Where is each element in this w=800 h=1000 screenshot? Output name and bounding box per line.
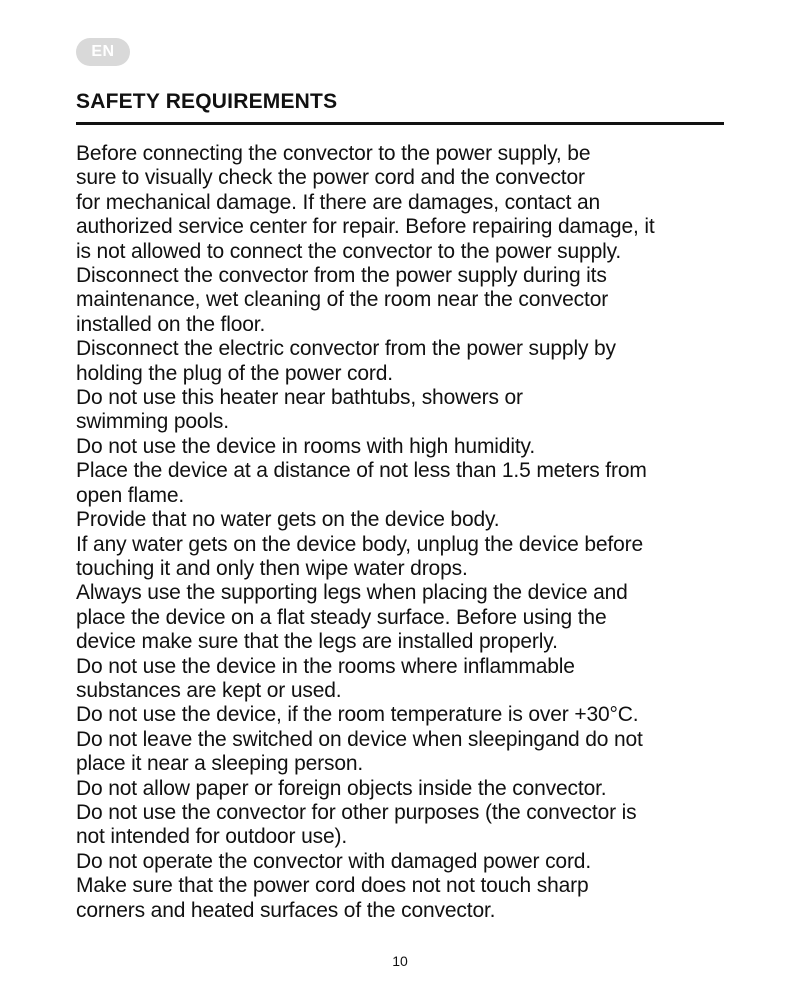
text-line: for mechanical damage. If there are damages, contact an [76,190,601,214]
title-underline [76,122,724,125]
text-line: Do not use the device in the rooms where inflammable [76,654,575,678]
text-line: Do not allow paper or foreign objects inside the convector. [76,776,607,800]
text-line: Do not use the device, if the room temperature is over +30°C. [76,703,639,727]
text-line: not intended for outdoor use). [76,825,348,849]
text-line: If any water gets on the device body, unplug the device before [76,532,644,556]
text-line: Disconnect the electric convector from the power supply by [76,337,616,361]
text-line: substances are kept or used. [76,678,342,702]
text-line: Place the device at a distance of not less than 1.5 meters from [76,459,647,483]
text-line: Do not operate the convector with damaged power cord. [76,849,592,873]
text-line: sure to visually check the power cord and the convector [76,166,585,190]
text-line: Do not use this heater near bathtubs, showers or [76,386,523,410]
text-line: place it near a sleeping person. [76,752,364,776]
text-line: device make sure that the legs are installed properly. [76,630,558,654]
text-line: Provide that no water gets on the device body. [76,508,500,532]
text-line: place the device on a flat steady surface. Before using the [76,605,607,629]
text-line: Do not use the convector for other purposes (the convector is [76,800,637,824]
safety-requirements-text [76,142,736,923]
text-line: open flame. [76,483,185,507]
text-line: corners and heated surfaces of the convector. [76,898,496,922]
text-line: swimming pools. [76,410,229,434]
text-line: installed on the floor. [76,312,266,336]
page-title: SAFETY REQUIREMENTS [76,90,338,113]
text-line: touching it and only then wipe water drops. [76,556,468,580]
text-line: Do not leave the switched on device when sleepingand do not [76,727,643,751]
text-line: authorized service center for repair. Before repairing damage, it [76,215,655,239]
text-line: holding the plug of the power cord. [76,361,393,385]
text-line: Disconnect the convector from the power supply during its [76,264,607,288]
text-line: Make sure that the power cord does not not touch sharp [76,874,589,898]
text-line: Do not use the device in rooms with high humidity. [76,434,536,458]
language-badge: EN [76,38,130,66]
text-line: maintenance, wet cleaning of the room near the convector [76,288,609,312]
text-line: is not allowed to connect the convector to the power supply. [76,239,622,263]
text-line: Always use the supporting legs when placing the device and [76,581,628,605]
text-line: Before connecting the convector to the power supply, be [76,142,591,165]
page-number: 10 [392,953,408,969]
